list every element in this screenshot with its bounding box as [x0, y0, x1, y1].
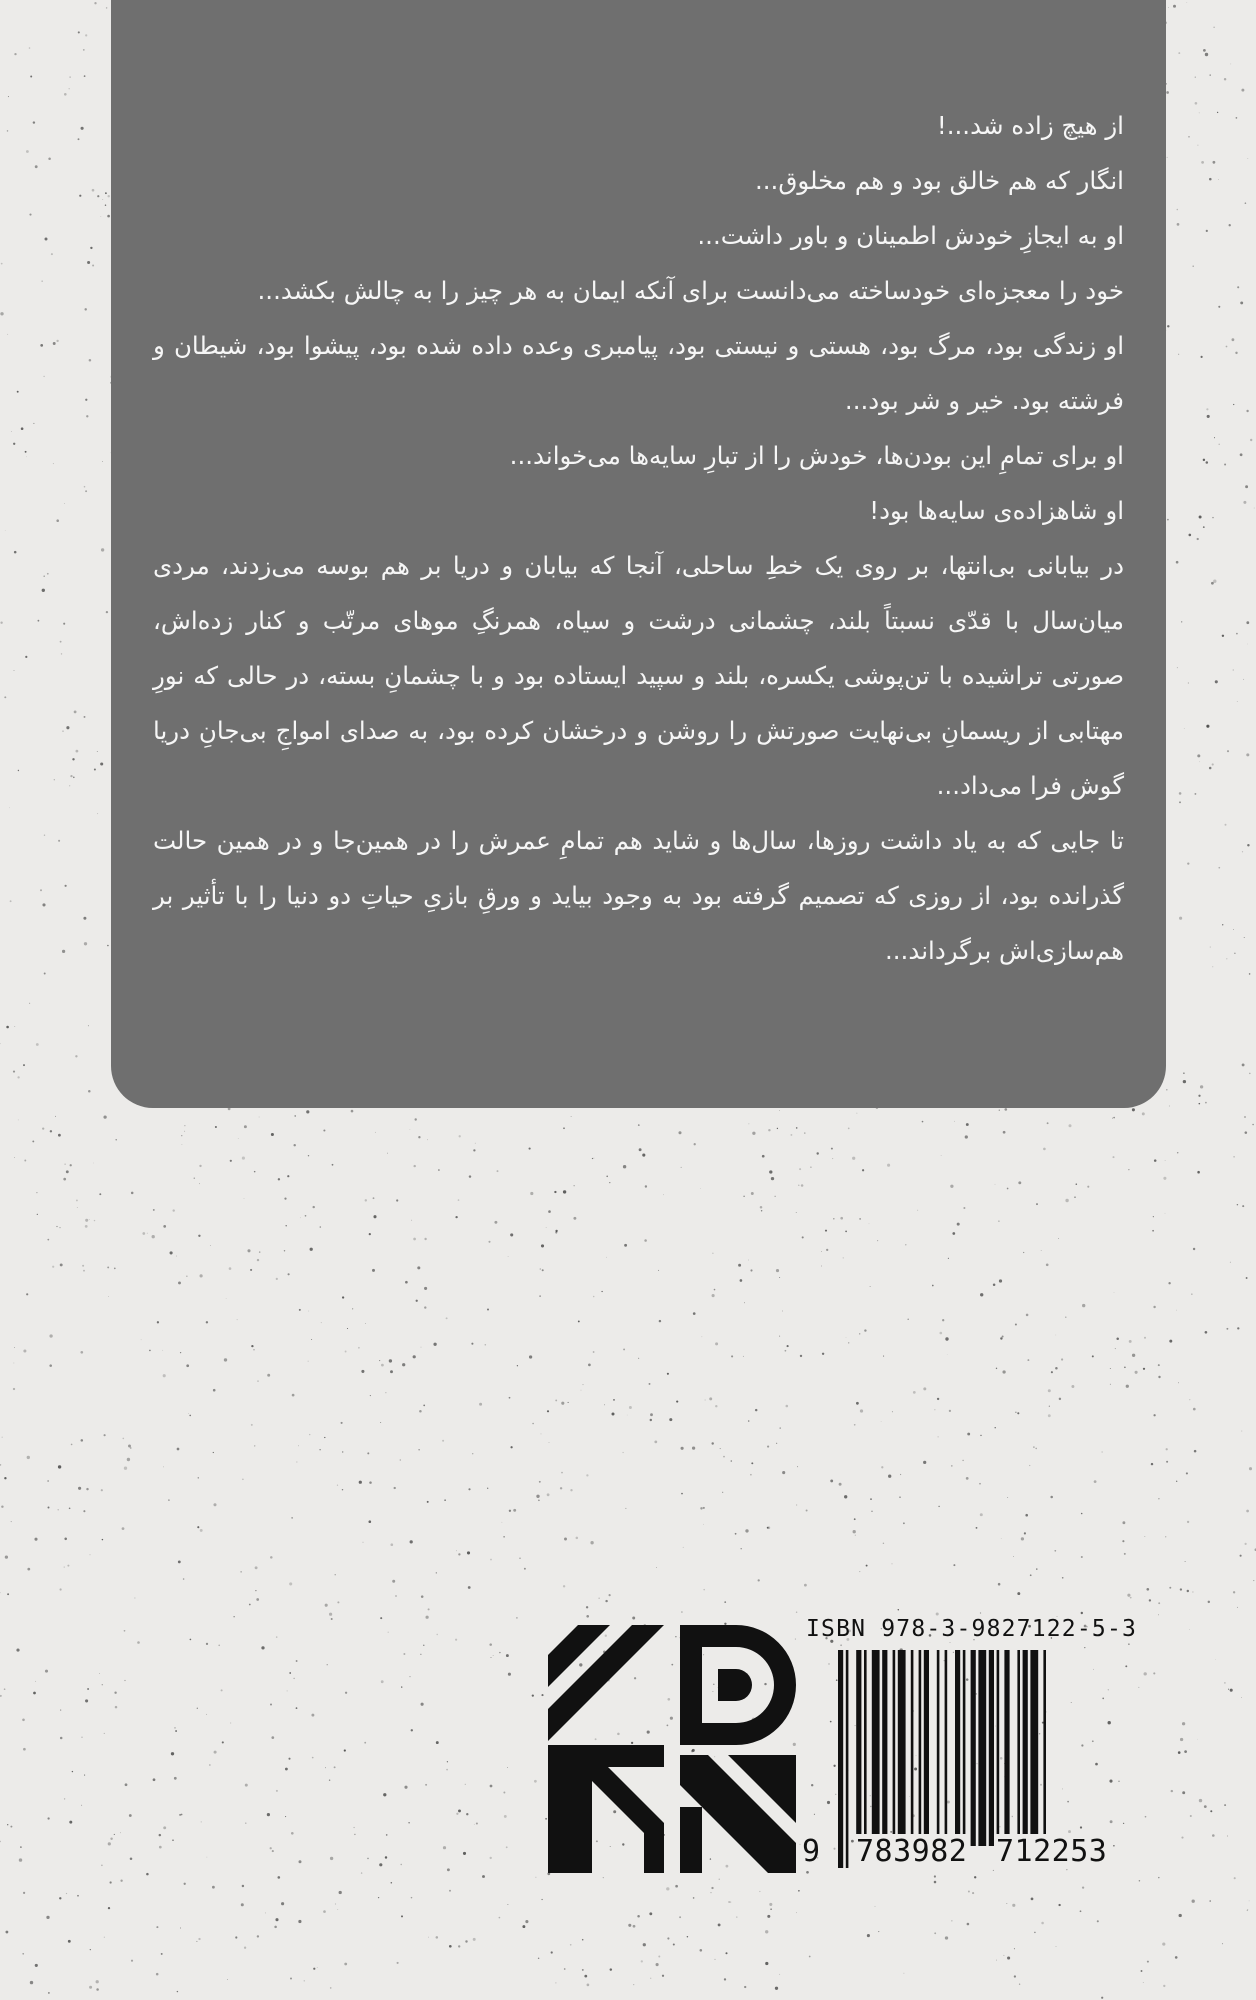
blurb-paragraph-desert: در بیابانی بی‌انتها، بر روی یک خطِ ساحلی، آنجا که بیابان و دریا بر هم بوسه می‌زدند، مردی میان‌سال با قدّی نسبتاً بلند، چشمانی درشت و سیاه، همرنگِ موهای مرتّب و کنار زده‌اش، صورتی تراشیده با تن‌پوشی یکسره، بلند و سپید ایستاده بود و با چشمانِ بسته، در حالی که نورِ مهتابی از ریسمانِ بی‌نهایت صورتش را روشن و درخشان کرده بود، به صدای امواجِ بی‌جانِ دریا گوش فرا می‌داد...: [153, 551, 1124, 800]
blurb-paragraph-years: تا جایی که به یاد داشت روزها، سال‌ها و شاید هم تمامِ عمرش را در همین‌جا و در همین حالت گذرانده بود، از روزی که تصمیم گرفته بود به وجود بیاید و ورقِ بازیِ حیاتِ دو دنیا را با تأثیر بر هم‌سازی‌اش برگرداند...: [153, 826, 1124, 965]
blurb-line-2: انگار که هم خالق بود و هم مخلوق...: [754, 166, 1124, 195]
blurb-line-1: از هیچ زاده شد...!: [936, 111, 1124, 140]
blurb-line-7: او شاهزاده‌ی سایه‌ها بود!: [869, 496, 1124, 525]
barcode-right-digits: 712253: [996, 1834, 1108, 1869]
barcode-left-digits: 783982: [856, 1834, 968, 1869]
isbn-barcode: [802, 1616, 1138, 1876]
blurb-line-4: خود را معجزه‌ای خودساخته می‌دانست برای آنکه ایمان به هر چیز را به چالش بکشد...: [257, 276, 1124, 305]
isbn-label: ISBN 978-3-9827122-5-3: [806, 1616, 1138, 1642]
blurb-line-5: او زندگی بود، مرگ بود، هستی و نیستی بود، پیامبری وعده داده شده بود، پیشوا بود، شیطان و فرشته بود. خیر و شر بود...: [153, 331, 1124, 415]
back-cover-blurb: [153, 98, 1124, 978]
blurb-line-6: او برای تمامِ این بودن‌ها، خودش را از تبارِ سایه‌ها می‌خواند...: [509, 441, 1124, 470]
blurb-line-3: او به ایجازِ خودش اطمینان و باور داشت...: [697, 221, 1124, 250]
publisher-logo: [548, 1625, 796, 1873]
blurb-panel: [111, 0, 1166, 1108]
barcode-lead-digit: 9: [802, 1834, 821, 1869]
